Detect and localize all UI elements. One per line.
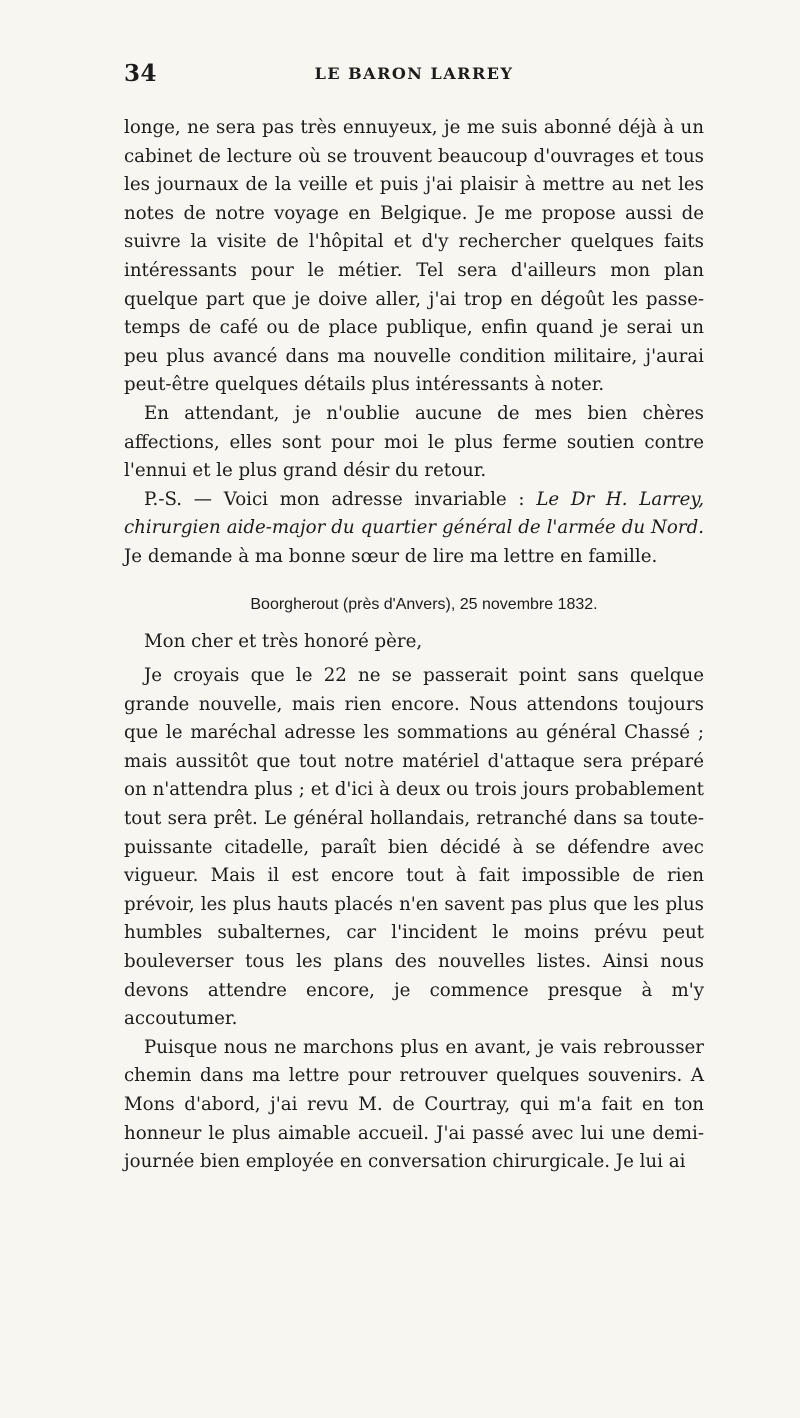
postscript-tail: Je demande à ma bonne sœur de lire ma lettre en famille. [124, 545, 658, 567]
postscript [124, 486, 704, 572]
page-number: 34 [124, 60, 158, 87]
paragraph-1: longe, ne sera pas très ennuyeux, je me suis abonné déjà à un cabinet de lecture où se trouvent beaucoup d'ouvrages et tous les journaux de la veille et puis j'ai plaisir à mettre au net les notes de notre voyage en Belgique. Je me propose aussi de suivre la visite de l'hôpital et d'y rechercher quelques faits intéressants pour le métier. Tel sera d'ailleurs mon plan quelque part que je doive aller, j'ai trop en dégoût les passe-temps de café ou de place publique, enfin quand je serai un peu plus avancé dans ma nouvelle condition militaire, j'aurai peut-être quelques détails plus intéressants à noter. [124, 117, 704, 396]
book-page [124, 60, 704, 1177]
postscript-lead: P.-S. — Voici mon adresse invariable : [144, 488, 537, 510]
paragraph-2: En attendant, je n'oublie aucune de mes bien chères affections, elles sont pour moi le plus ferme soutien contre l'ennui et le plus grand désir du retour. [124, 402, 704, 482]
running-title: LE BARON LARREY [314, 64, 514, 83]
paragraph-3: Je croyais que le 22 ne se passerait point sans quelque grande nouvelle, mais rien encore. Nous attendons toujours que le maréchal adresse les sommations au général Chassé ; mais aussitôt que tout notre matériel d'attaque sera préparé on n'attendra plus ; et d'ici à deux ou trois jours probablement tout sera prêt. Le général hollandais, retranché dans sa toute-puissante citadelle, paraît bien décidé à se défendre avec vigueur. Mais il est encore tout à fait impossible de rien prévoir, les plus hauts placés n'en savent pas plus que les plus humbles subalternes, car l'incident le moins prévu peut bouleverser tous les plans des nouvelles listes. Ainsi nous devons attendre encore, je commence presque à m'y accoutumer. [124, 665, 704, 1030]
letter-salutation: Mon cher et très honoré père, [144, 630, 423, 652]
paragraph-4: Puisque nous ne marchons plus en avant, je vais rebrousser chemin dans ma lettre pour retrouver quelques souvenirs. A Mons d'abord, j'ai revu M. de Courtray, qui m'a fait en ton honneur le plus aimable accueil. J'ai passé avec lui une demi-journée bien employée en conversation chirurgicale. Je lui ai [124, 1036, 704, 1173]
letter-dateline: Boorgherout (près d'Anvers), 25 novembre 1832. [250, 595, 598, 613]
page-header [124, 60, 704, 96]
postscript-address: Le Dr H. Larrey, chirurgien aide-major du quartier général de l'armée du Nord. [124, 488, 705, 539]
